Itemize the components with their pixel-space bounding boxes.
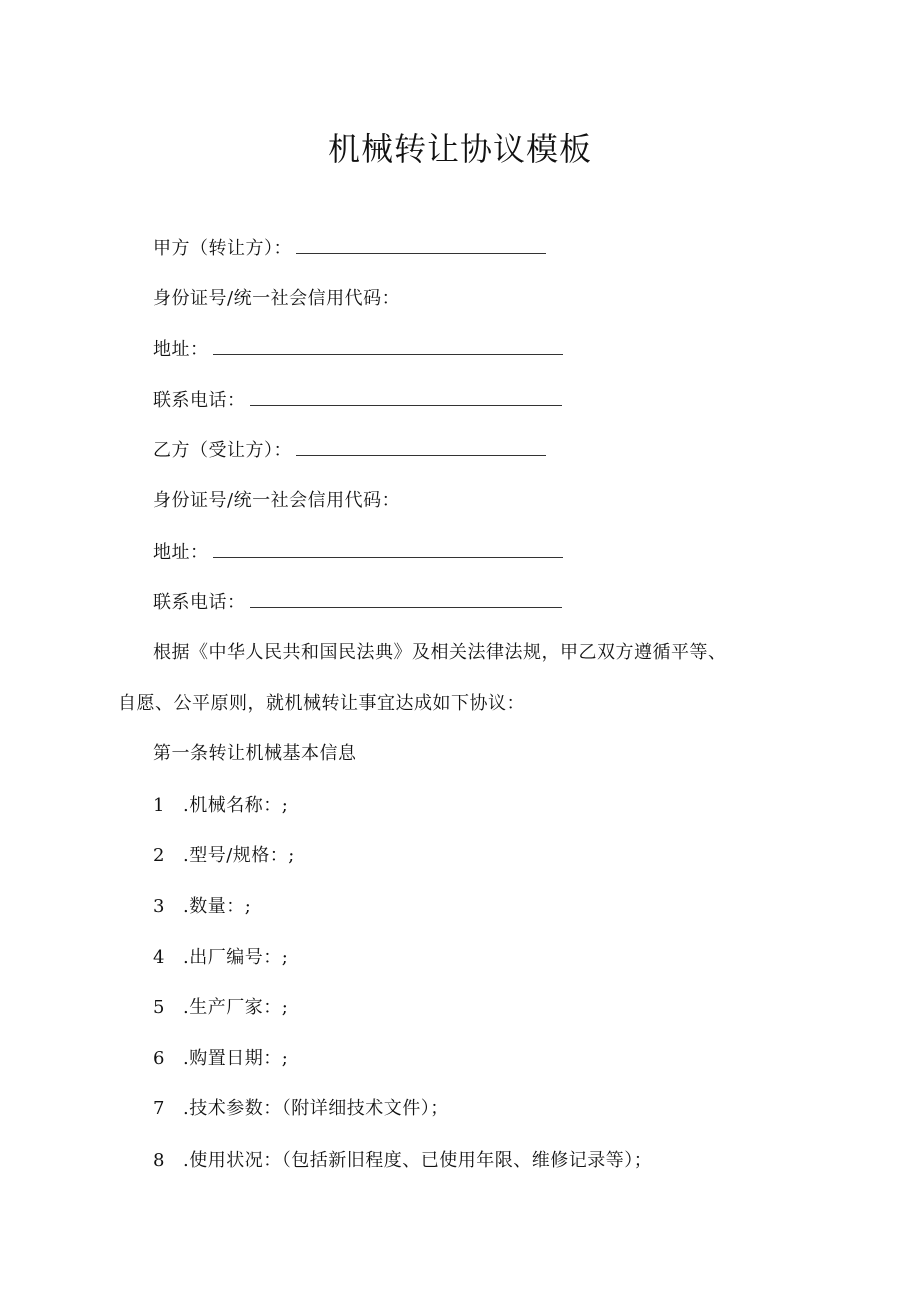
party-a-address-row bbox=[153, 336, 563, 363]
party-a-row bbox=[153, 235, 546, 262]
party-b-phone-label: 联系电话： bbox=[153, 592, 246, 613]
list-item-text: .使用状况：（包括新旧程度、已使用年限、维修记录等）； bbox=[183, 1150, 653, 1171]
list-item bbox=[153, 793, 288, 819]
list-item-text: .购置日期：; bbox=[183, 1048, 289, 1069]
list-item bbox=[153, 1046, 288, 1072]
list-item-text: .技术参数：（附详细技术文件）； bbox=[183, 1098, 449, 1119]
party-b-address-row bbox=[153, 539, 563, 566]
party-b-label: 乙方（受让方）： bbox=[153, 440, 292, 461]
list-item-number: 8 bbox=[153, 1150, 165, 1171]
article-1-heading: 第一条转让机械基本信息 bbox=[153, 743, 357, 764]
list-item bbox=[153, 894, 251, 920]
party-b-phone-row bbox=[153, 589, 562, 616]
list-item bbox=[153, 1096, 449, 1122]
list-item bbox=[153, 843, 295, 869]
party-a-id-label: 身份证号/统一社会信用代码： bbox=[153, 288, 401, 309]
list-item-text: .数量：; bbox=[183, 896, 252, 917]
party-a-address-label: 地址： bbox=[153, 339, 209, 360]
list-item bbox=[153, 995, 288, 1021]
party-b-row bbox=[153, 437, 546, 464]
list-item-number: 1 bbox=[153, 795, 165, 816]
party-a-phone-row bbox=[153, 387, 562, 414]
party-b-id-row bbox=[153, 488, 400, 514]
intro-line-1: 根据《中华人民共和国民法典》及相关法律法规，甲乙双方遵循平等、 bbox=[153, 642, 727, 663]
party-a-address-blank bbox=[213, 336, 563, 355]
document-title: 机械转让协议模板 bbox=[327, 130, 592, 168]
list-item-text: .出厂编号：; bbox=[183, 947, 289, 968]
party-b-blank bbox=[296, 437, 546, 456]
list-item-text: .型号/规格：; bbox=[183, 845, 295, 866]
list-item-number: 6 bbox=[153, 1048, 165, 1069]
list-item-text: .机械名称：; bbox=[183, 795, 289, 816]
party-b-id-label: 身份证号/统一社会信用代码： bbox=[153, 490, 401, 511]
list-item-number: 4 bbox=[153, 947, 165, 968]
list-item-number: 3 bbox=[153, 896, 165, 917]
list-item-number: 5 bbox=[153, 997, 165, 1018]
list-item-number: 7 bbox=[153, 1098, 165, 1119]
intro-line-2: 自愿、公平原则，就机械转让事宜达成如下协议： bbox=[118, 693, 525, 714]
party-a-phone-label: 联系电话： bbox=[153, 390, 246, 411]
list-item bbox=[153, 1148, 652, 1174]
list-item-number: 2 bbox=[153, 845, 165, 866]
party-b-phone-blank bbox=[250, 589, 562, 608]
party-b-address-label: 地址： bbox=[153, 542, 209, 563]
party-a-id-row bbox=[153, 286, 400, 312]
list-item bbox=[153, 945, 288, 971]
party-a-label: 甲方（转让方）： bbox=[153, 238, 292, 259]
list-item-text: .生产厂家：; bbox=[183, 997, 289, 1018]
party-a-phone-blank bbox=[250, 387, 562, 406]
party-b-address-blank bbox=[213, 539, 563, 558]
party-a-blank bbox=[296, 235, 546, 254]
